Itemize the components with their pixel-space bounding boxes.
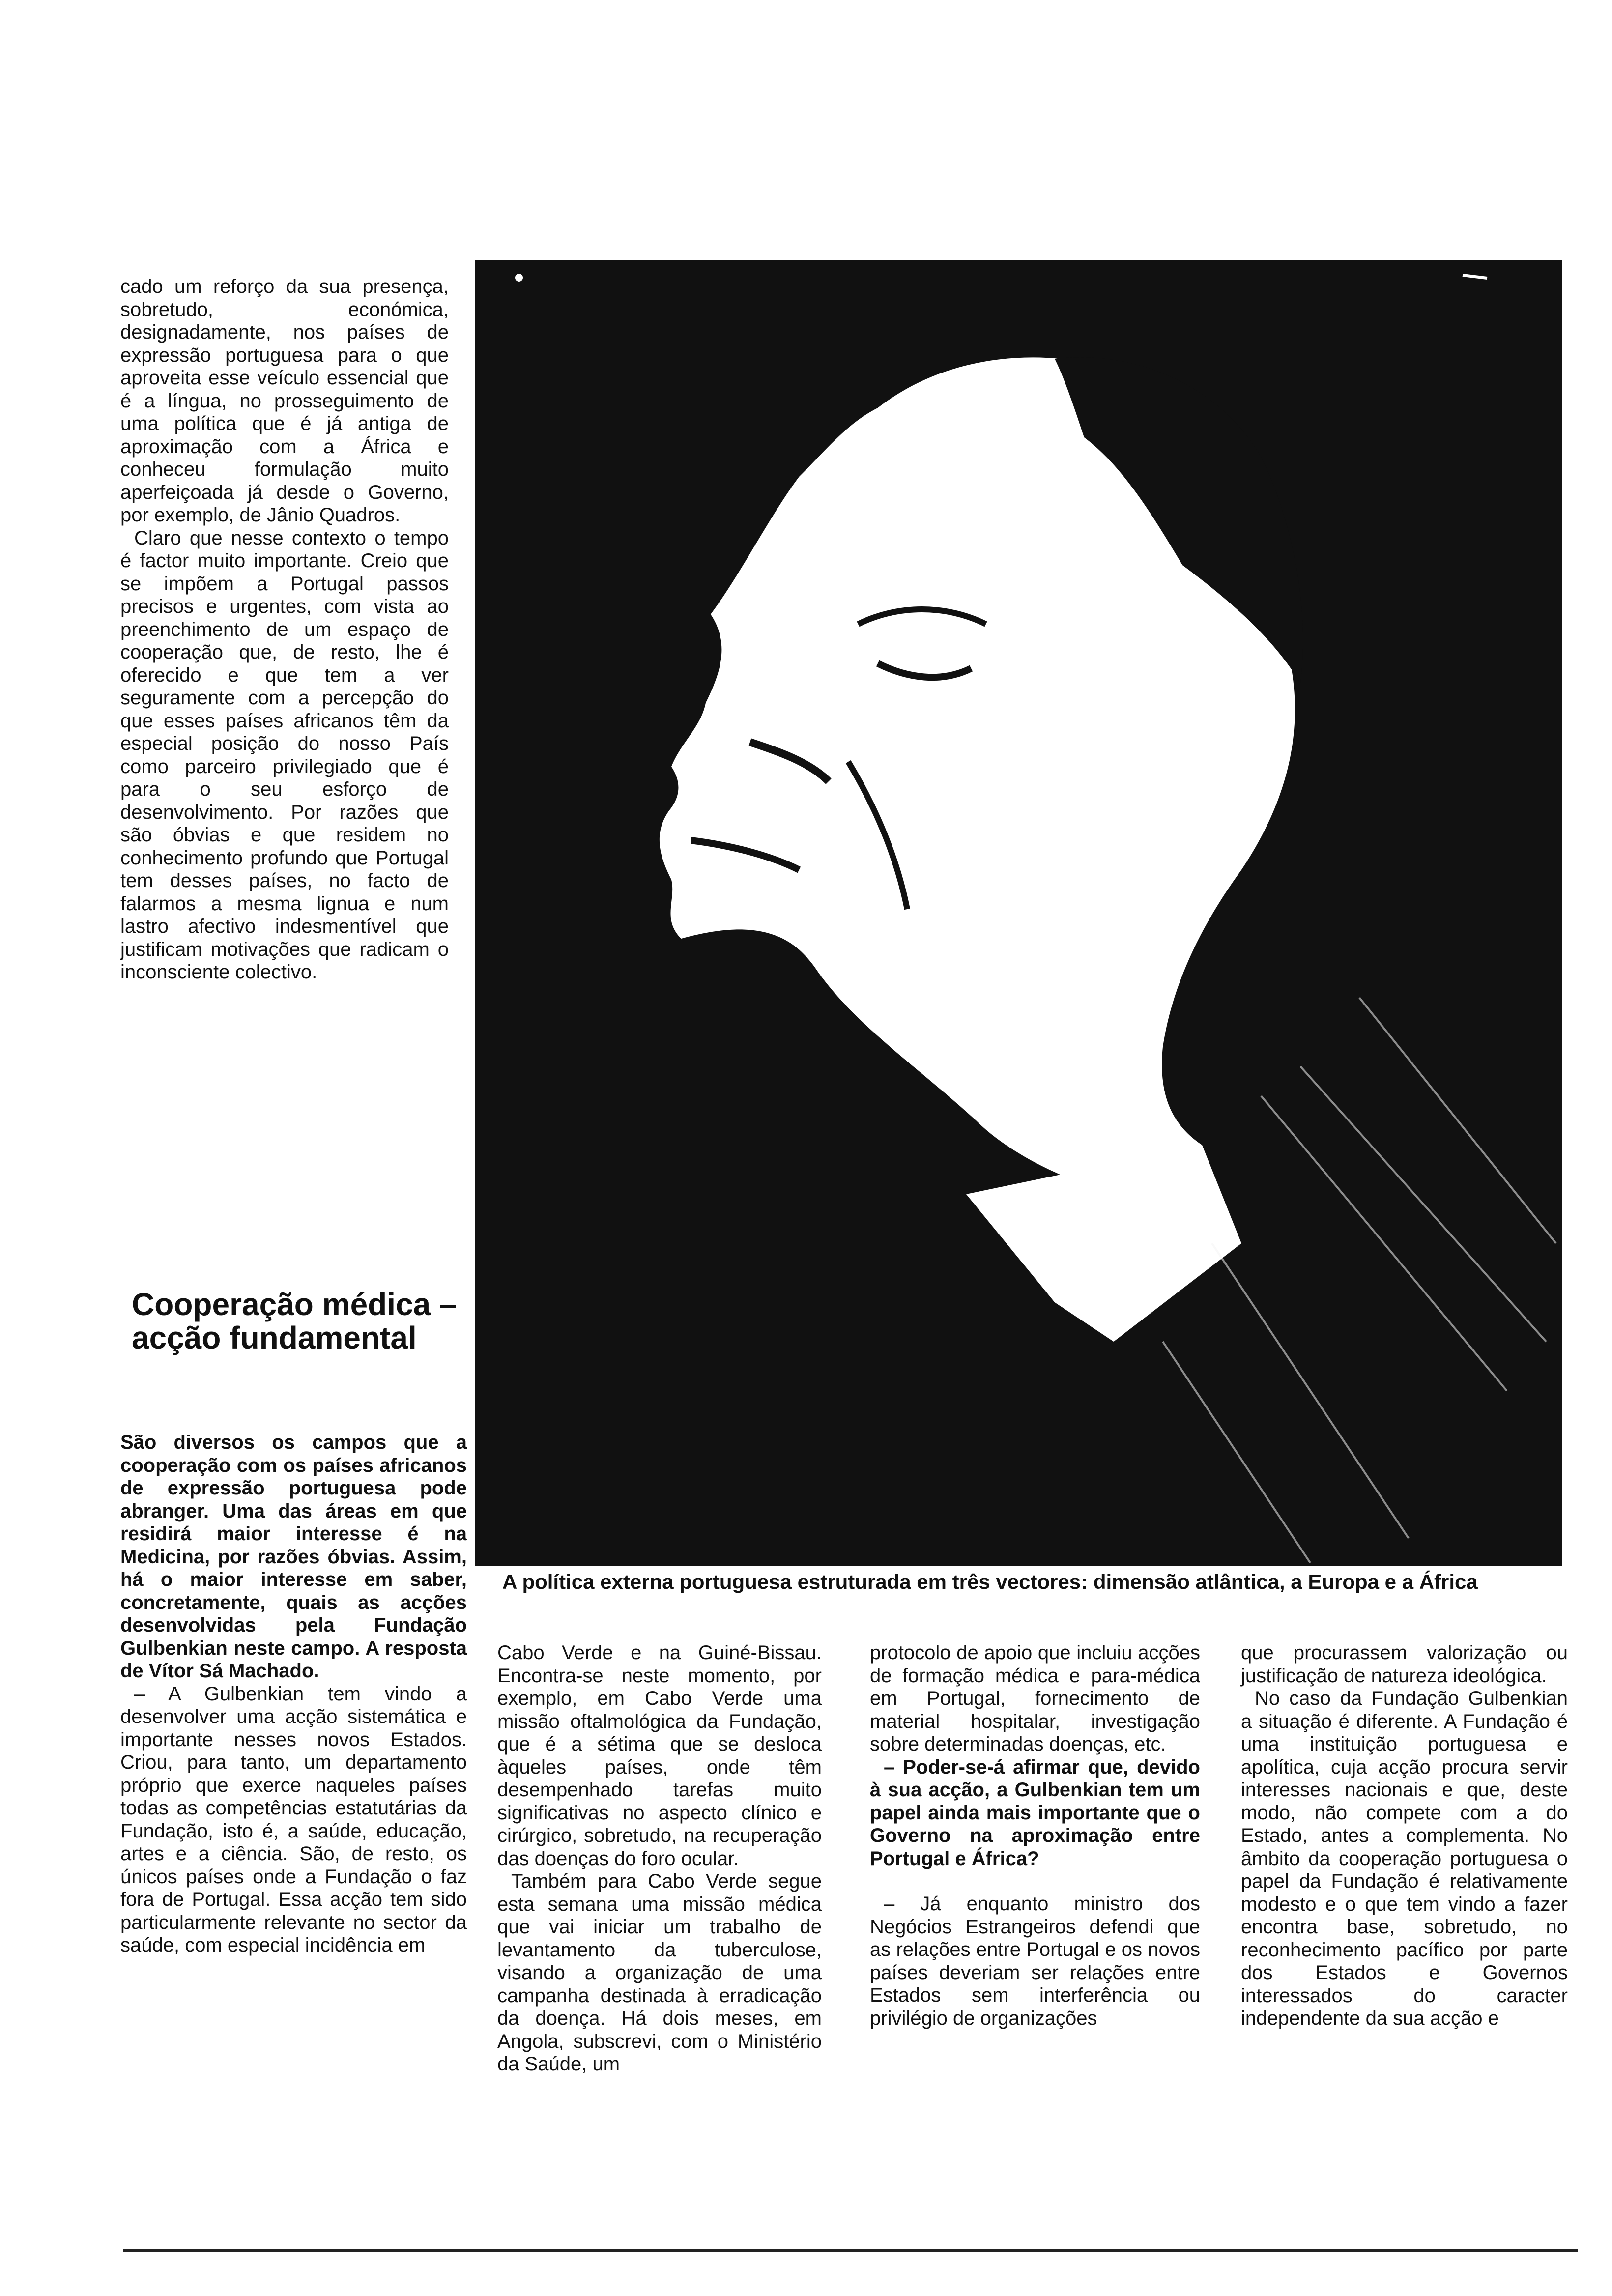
photo-speck — [515, 274, 523, 282]
photo-caption: A política externa portuguesa estruturada em três vectores: dimensão atlântica, a Europa e a África — [502, 1570, 1478, 1593]
interview-question: – Poder-se-á afirmar que, devido à sua acção, a Gulbenkian tem um papel ainda mais importante que o Governo na aproximação entre Portugal e África? — [870, 1756, 1200, 1869]
article-column-2 — [497, 1641, 822, 2076]
article-column-1-bottom — [120, 1431, 467, 1957]
portrait-photo — [475, 260, 1562, 1566]
paragraph: – Já enquanto ministro dos Negócios Estrangeiros defendi que as relações entre Portugal e os novos países deveriam ser relações entre Estados sem interferência ou privilégio de organizações — [870, 1893, 1200, 2029]
article-column-1-top — [120, 275, 449, 984]
paragraph: cado um reforço da sua presença, sobretudo, económica, designadamente, nos países de expressão portuguesa para o que aproveita esse veículo essencial que é a língua, no prosseguimento de uma política que é já antiga de aproximação com a África e conheceu formulação muito aperfeiçoada já desde o Governo, por exemplo, de Jânio Quadros. — [120, 276, 449, 526]
article-column-3 — [870, 1641, 1200, 2030]
paragraph: No caso da Fundação Gulbenkian a situação é diferente. A Fundação é uma instituição portuguesa e apolítica, cuja acção procura servir interesses nacionais e que, deste modo, não compete com a do Estado, antes a complementa. No âmbito da cooperação portuguesa o papel da Fundação é relativamente modesto e o que tem vindo a fazer encontra base, sobretudo, no reconhecimento pacífico por parte dos Estados e Governos interessados do caracter independente da sua acção e — [1241, 1688, 1568, 2029]
paragraph: – A Gulbenkian tem vindo a desenvolver uma acção sistemática e importante nesses novos Estados. Criou, para tanto, um departamento próprio que exerce naqueles países todas as competências estatutárias da Fundação, isto é, a saúde, educação, artes e a ciência. São, de resto, os únicos países onde a Fundação o faz fora de Portugal. Essa acção tem sido particularmente relevante no sector da saúde, com especial incidência em — [120, 1683, 467, 1956]
article-column-4 — [1241, 1641, 1568, 2030]
lead-paragraph: São diversos os campos que a cooperação com os países africanos de expressão portuguesa pode abranger. Uma das áreas em que residirá maior interesse é na Medicina, por razões óbvias. Assim, há o maior interesse em saber, concretamente, quais as acções desenvolvidas pela Fundação Gulbenkian neste campo. A resposta de Vítor Sá Machado. — [120, 1432, 467, 1682]
paragraph: que procurassem valorização ou justificação de natureza ideológica. — [1241, 1642, 1568, 1687]
paragraph: Cabo Verde e na Guiné-Bissau. Encontra-se neste momento, por exemplo, em Cabo Verde uma missão oftalmológica da Fundação, que é a sétima que se desloca àqueles países, onde têm desempenhado tarefas muito significativas no aspecto clínico e cirúrgico, sobretudo, na recuperação das doenças do foro ocular. — [497, 1642, 822, 1869]
paragraph: Claro que nesse contexto o tempo é factor muito importante. Creio que se impõem a Portugal passos precisos e urgentes, com vista ao preenchimento de um espaço de cooperação que, de resto, lhe é oferecido e que tem a ver seguramente com a percepção do que esses países africanos têm da especial posição do nosso País como parceiro privilegiado que é para o seu esforço de desenvolvimento. Por razões que são óbvias e que residem no conhecimento profundo que Portugal tem desses países, no facto de falarmos a mesma lignua e num lastro afectivo indesmentível que justificam motivações que radicam o inconsciente colectivo. — [120, 527, 449, 983]
bottom-rule — [123, 2249, 1578, 2252]
paragraph: protocolo de apoio que incluiu acções de formação médica e para-médica em Portugal, fornecimento de material hospitalar, investigação sobre determinadas doenças, etc. — [870, 1642, 1200, 1755]
paragraph: Também para Cabo Verde segue esta semana uma missão médica que vai iniciar um trabalho de levantamento da tuberculose, visando a organização de uma campanha destinada à erradicação da doença. Há dois meses, em Angola, subscrevi, com o Ministério da Saúde, um — [497, 1870, 822, 2075]
section-heading: Cooperação médica – acção fundamental — [132, 1287, 457, 1355]
